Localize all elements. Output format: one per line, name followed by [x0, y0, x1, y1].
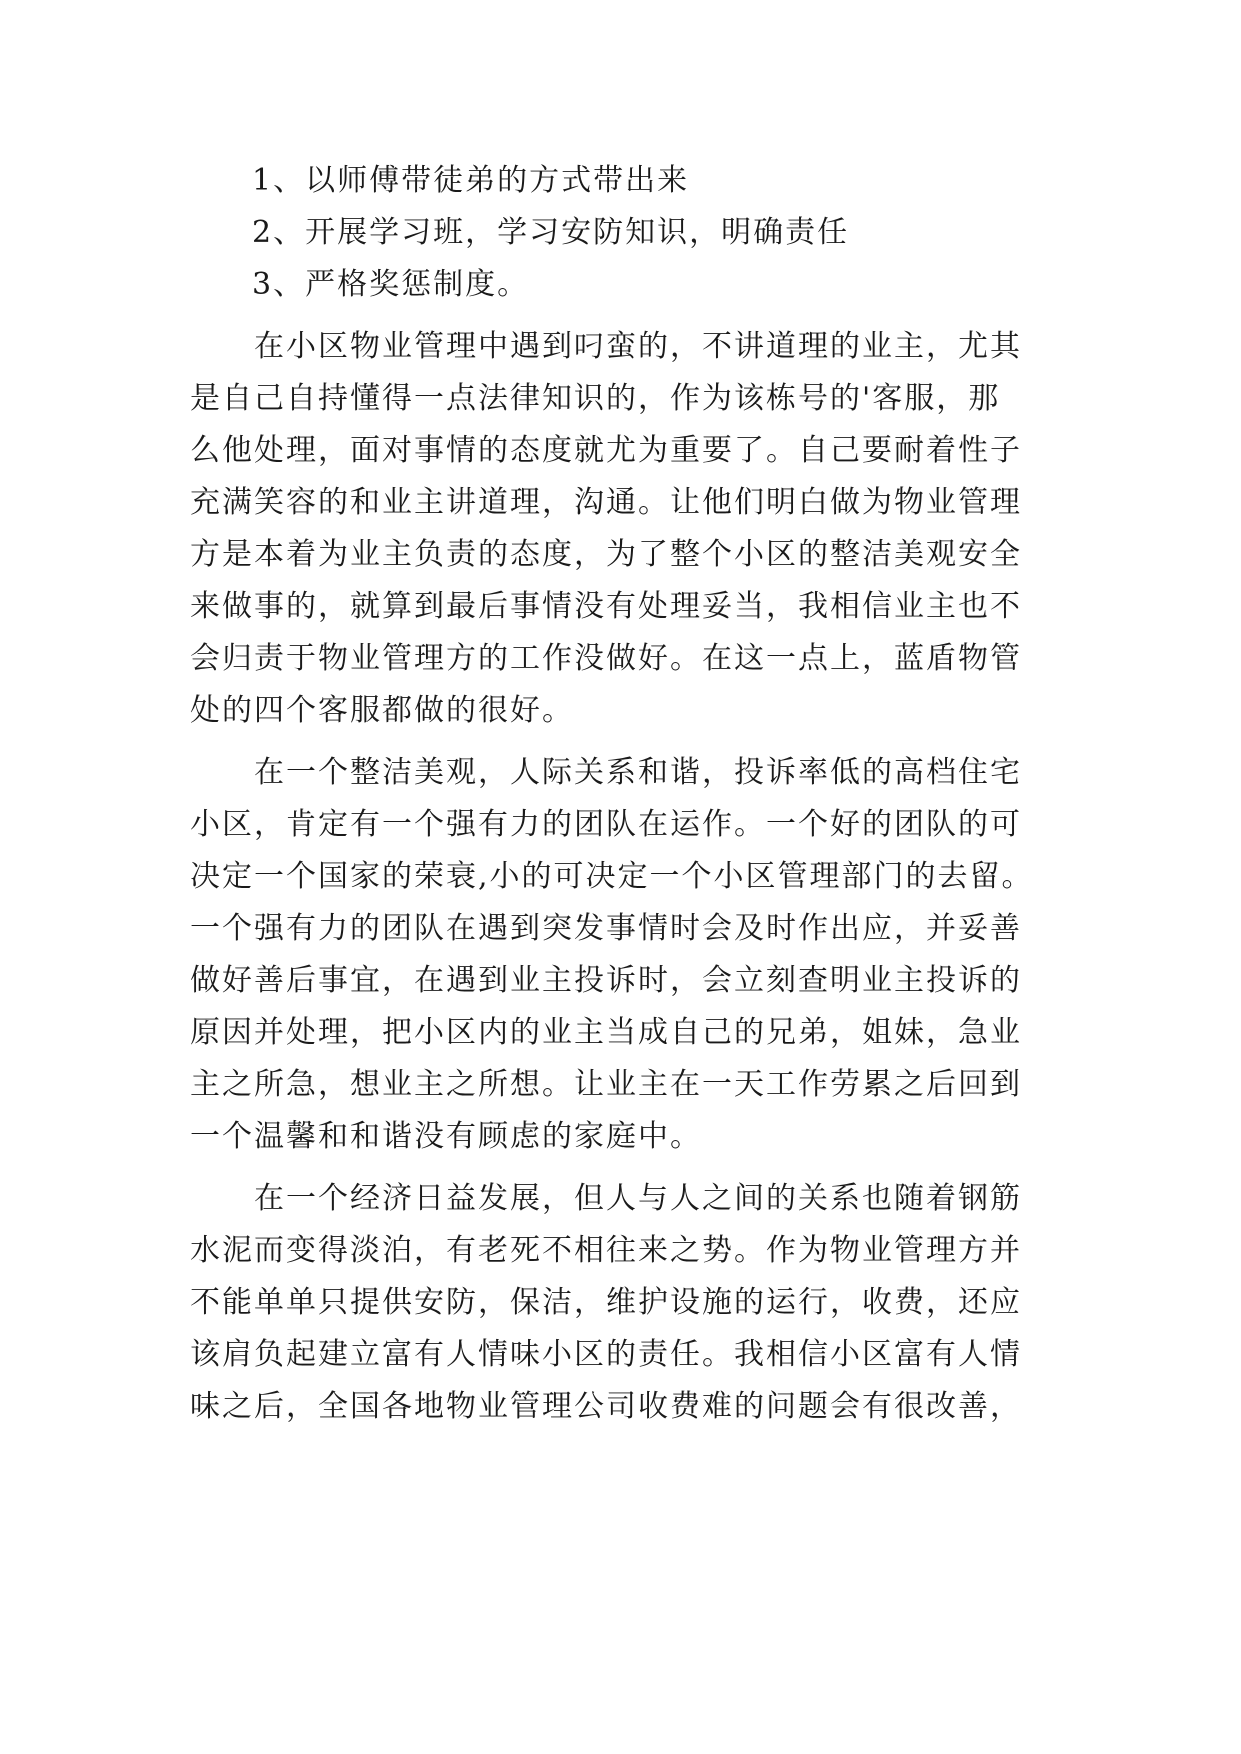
paragraph-gap: [190, 737, 1058, 747]
paragraph-line: 在一个整洁美观，人际关系和谐，投诉率低的高档住宅: [190, 755, 1022, 790]
paragraph-gap: [190, 311, 1058, 321]
paragraph-gap: [190, 1163, 1058, 1173]
paragraph: [190, 321, 1058, 737]
paragraph-line: 来做事的，就算到最后事情没有处理妥当，我相信业主也不: [190, 589, 1022, 624]
paragraph-line: 味之后，全国各地物业管理公司收费难的问题会有很改善，: [190, 1389, 1022, 1424]
list-item: 2、开展学习班，学习安防知识，明确责任: [252, 215, 850, 250]
paragraph-line: 处的四个客服都做的很好。: [190, 693, 574, 728]
list-item: 3、严格奖惩制度。: [252, 267, 530, 302]
paragraph-line: 在一个经济日益发展，但人与人之间的关系也随着钢筋: [190, 1181, 1022, 1216]
paragraph-line: 水泥而变得淡泊，有老死不相往来之势。作为物业管理方并: [190, 1233, 1022, 1268]
paragraph-line: 做好善后事宜，在遇到业主投诉时，会立刻查明业主投诉的: [190, 963, 1022, 998]
paragraph-line: 主之所急，想业主之所想。让业主在一天工作劳累之后回到: [190, 1067, 1022, 1102]
paragraph-line: 充满笑容的和业主讲道理，沟通。让他们明白做为物业管理: [190, 485, 1022, 520]
paragraph-line: 一个温馨和和谐没有顾虑的家庭中。: [190, 1119, 702, 1154]
document-body: [190, 155, 1058, 1433]
paragraph-line: 方是本着为业主负责的态度，为了整个小区的整洁美观安全: [190, 537, 1022, 572]
list-item: 1、以师傅带徒弟的方式带出来: [252, 163, 690, 198]
paragraph-line: 么他处理，面对事情的态度就尤为重要了。自己要耐着性子: [190, 433, 1022, 468]
paragraph-line: 原因并处理，把小区内的业主当成自己的兄弟，姐妹，急业: [190, 1015, 1022, 1050]
paragraph-line: 在小区物业管理中遇到叼蛮的，不讲道理的业主，尤其: [190, 329, 1022, 364]
paragraph-line: 该肩负起建立富有人情味小区的责任。我相信小区富有人情: [190, 1337, 1022, 1372]
paragraph: [190, 1173, 1058, 1433]
paragraph-line: 会归责于物业管理方的工作没做好。在这一点上，蓝盾物管: [190, 641, 1022, 676]
paragraph-line: 小区，肯定有一个强有力的团队在运作。一个好的团队的可: [190, 807, 1022, 842]
paragraph-line: 决定一个国家的荣衰,小的可决定一个小区管理部门的去留。: [190, 859, 1034, 894]
paragraph-line: 不能单单只提供安防，保洁，维护设施的运行，收费，还应: [190, 1285, 1022, 1320]
paragraph: [190, 747, 1058, 1163]
paragraph-line: 一个强有力的团队在遇到突发事情时会及时作出应，并妥善: [190, 911, 1022, 946]
paragraph-line: 是自己自持懂得一点法律知识的，作为该栋号的'客服，那: [190, 381, 1001, 416]
